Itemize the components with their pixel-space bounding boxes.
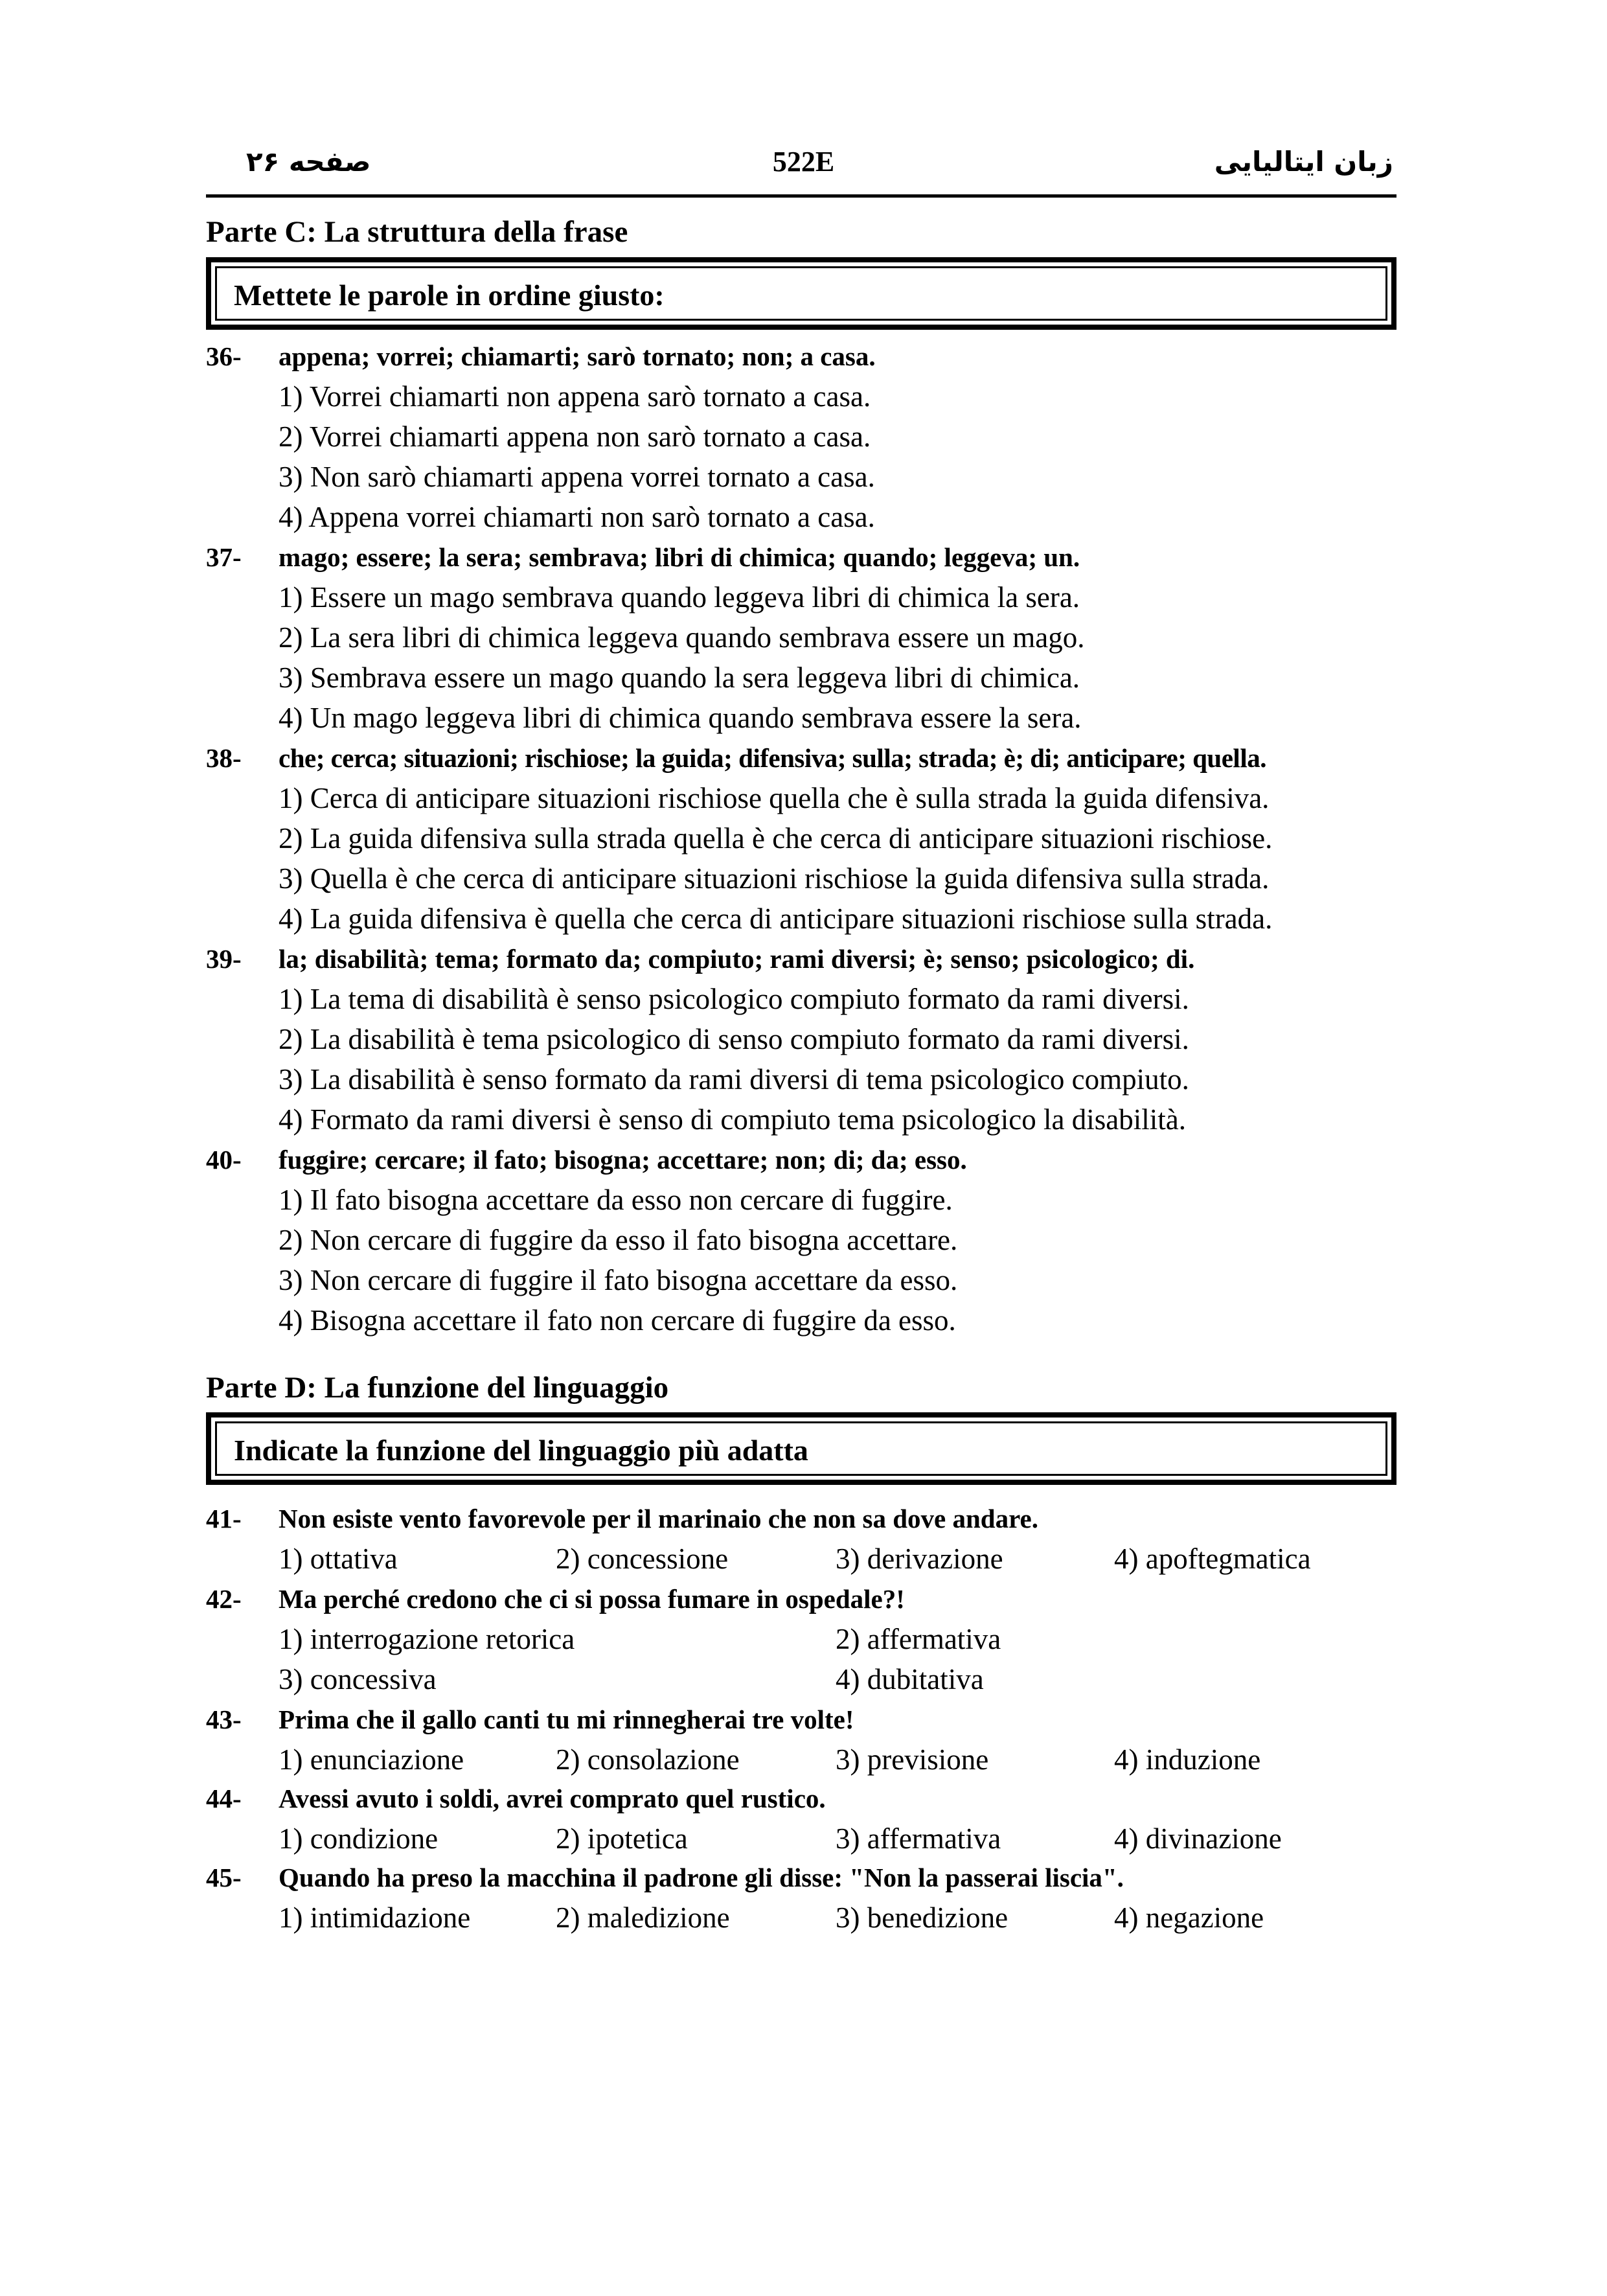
option: 3) La disabilità è senso formato da rami diversi di tema psicologico compiuto. (279, 1063, 1189, 1096)
part-d-instruction-box (206, 1412, 1396, 1485)
option: 1) Cerca di anticipare situazioni rischiose quella che è sulla strada la guida difensiva. (279, 782, 1270, 814)
question-text: Avessi avuto i soldi, avrei comprato quel rustico. (279, 1784, 826, 1813)
option: 4) induzione (1114, 1743, 1261, 1776)
option: 3) Sembrava essere un mago quando la sera leggeva libri di chimica. (279, 661, 1080, 694)
question-text: Prima che il gallo canti tu mi rinnegherai tre volte! (279, 1705, 854, 1734)
question-number: 44- (206, 1784, 242, 1813)
part-d-instruction: Indicate la funzione del linguaggio più adatta (215, 1421, 1387, 1476)
question-number: 36- (206, 341, 242, 371)
option: 2) maledizione (556, 1901, 730, 1934)
question-number: 45- (206, 1863, 242, 1892)
question-number: 41- (206, 1504, 242, 1533)
option: 3) previsione (836, 1743, 989, 1776)
question-text: fuggire; cercare; il fato; bisogna; accettare; non; di; da; esso. (279, 1145, 967, 1175)
question-text: Non esiste vento favorevole per il marinaio che non sa dove andare. (279, 1504, 1039, 1533)
question-44 (206, 1778, 1437, 1859)
question-text: la; disabilità; tema; formato da; compiuto; rami diversi; è; senso; psicologico; di. (279, 944, 1195, 974)
question-36 (206, 336, 1437, 537)
question-43 (206, 1699, 1437, 1780)
option: 4) Formato da rami diversi è senso di compiuto tema psicologico la disabilità. (279, 1103, 1186, 1136)
option: 1) Il fato bisogna accettare da esso non cercare di fuggire. (279, 1184, 953, 1216)
option: 1) Vorrei chiamarti non appena sarò tornato a casa. (279, 380, 871, 413)
option: 4) negazione (1114, 1901, 1264, 1934)
question-37 (206, 537, 1437, 738)
question-number: 38- (206, 743, 242, 773)
option: 2) Non cercare di fuggire da esso il fato bisogna accettare. (279, 1224, 958, 1256)
option: 4) apoftegmatica (1114, 1543, 1311, 1575)
header-rule (206, 194, 1396, 198)
question-number: 42- (206, 1584, 242, 1614)
question-number: 43- (206, 1705, 242, 1734)
option: 2) consolazione (556, 1743, 740, 1776)
options-row (206, 1898, 1437, 1938)
option: 1) enunciazione (279, 1743, 464, 1776)
option: 2) Vorrei chiamarti appena non sarò tornato a casa. (279, 420, 871, 453)
option: 4) Bisogna accettare il fato non cercare di fuggire da esso. (279, 1304, 956, 1337)
option: 3) benedizione (836, 1901, 1009, 1934)
part-d-title: Parte D: La funzione del linguaggio (206, 1371, 669, 1405)
option: 3) concessiva (279, 1663, 437, 1695)
option: 3) Quella è che cerca di anticipare situazioni rischiose la guida difensiva sulla strada. (279, 862, 1270, 895)
question-text: Quando ha preso la macchina il padrone gli disse: "Non la passerai liscia". (279, 1863, 1124, 1892)
option: 2) affermativa (836, 1623, 1001, 1655)
question-39 (206, 939, 1437, 1140)
option: 1) condizione (279, 1822, 439, 1855)
option: 4) dubitativa (836, 1663, 984, 1695)
option: 2) La sera libri di chimica leggeva quando sembrava essere un mago. (279, 621, 1085, 654)
exam-code: 522E (772, 146, 835, 178)
question-text: mago; essere; la sera; sembrava; libri di chimica; quando; leggeva; un. (279, 542, 1080, 572)
option: 2) La disabilità è tema psicologico di senso compiuto formato da rami diversi. (279, 1023, 1189, 1055)
question-42 (206, 1579, 1437, 1699)
subject-title: زبان ایتالیایی (1214, 146, 1393, 178)
option: 3) Non sarò chiamarti appena vorrei tornato a casa. (279, 461, 875, 493)
option: 4) Appena vorrei chiamarti non sarò tornato a casa. (279, 501, 875, 533)
page-number: صفحه ۲۶ (246, 146, 371, 178)
option: 1) Essere un mago sembrava quando leggeva libri di chimica la sera. (279, 581, 1080, 614)
option: 1) intimidazione (279, 1901, 471, 1934)
option: 4) Un mago leggeva libri di chimica quando sembrava essere la sera. (279, 702, 1082, 734)
option: 2) ipotetica (556, 1822, 688, 1855)
option: 2) La guida difensiva sulla strada quella è che cerca di anticipare situazioni rischiose. (279, 822, 1273, 855)
question-45 (206, 1857, 1437, 1938)
option: 3) Non cercare di fuggire il fato bisogna accettare da esso. (279, 1264, 958, 1296)
option: 4) divinazione (1114, 1822, 1282, 1855)
options-row (206, 1619, 1437, 1659)
options-row (206, 1659, 1437, 1699)
options-row (206, 1819, 1437, 1859)
question-text: che; cerca; situazioni; rischiose; la guida; difensiva; sulla; strada; è; di; anticipare; quella. (279, 743, 1266, 773)
part-c-title: Parte C: La struttura della frase (206, 215, 628, 249)
question-number: 37- (206, 542, 242, 572)
question-40 (206, 1140, 1437, 1340)
option: 3) affermativa (836, 1822, 1001, 1855)
options-row (206, 1739, 1437, 1780)
option: 2) concessione (556, 1543, 729, 1575)
question-text: appena; vorrei; chiamarti; sarò tornato; non; a casa. (279, 341, 876, 371)
question-number: 40- (206, 1145, 242, 1175)
part-c-instruction-box (206, 257, 1396, 330)
question-number: 39- (206, 944, 242, 974)
question-text: Ma perché credono che ci si possa fumare in ospedale?! (279, 1584, 905, 1614)
option: 1) interrogazione retorica (279, 1623, 575, 1655)
option: 1) ottativa (279, 1543, 398, 1575)
question-41 (206, 1498, 1437, 1579)
question-38 (206, 738, 1437, 939)
option: 3) derivazione (836, 1543, 1003, 1575)
option: 4) La guida difensiva è quella che cerca di anticipare situazioni rischiose sulla strada. (279, 902, 1273, 935)
part-c-instruction: Mettete le parole in ordine giusto: (215, 266, 1387, 321)
options-row (206, 1539, 1437, 1579)
option: 1) La tema di disabilità è senso psicologico compiuto formato da rami diversi. (279, 983, 1189, 1015)
